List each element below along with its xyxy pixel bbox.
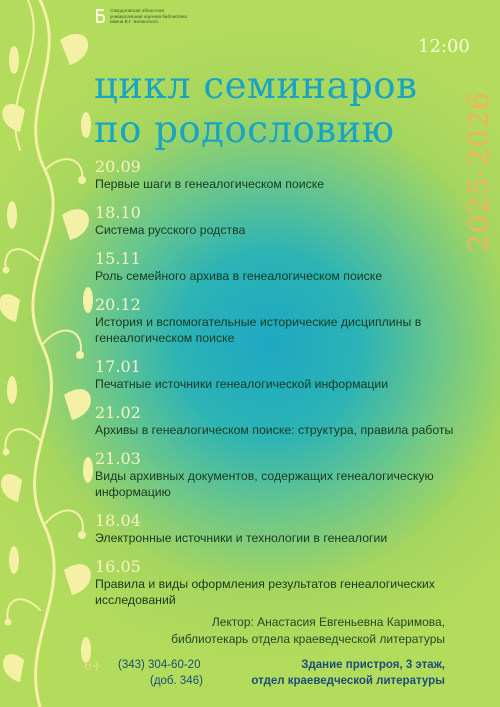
session-topic: Система русского родства xyxy=(95,223,246,237)
schedule-item xyxy=(95,296,455,346)
schedule-item xyxy=(95,512,455,546)
seminar-schedule xyxy=(95,158,455,620)
schedule-item xyxy=(95,204,455,238)
session-topic: Роль семейного архива в генеалогическом поиске xyxy=(95,269,383,283)
session-date: 21.03 xyxy=(95,449,141,468)
schedule-item xyxy=(95,158,455,192)
session-topic: Архивы в генеалогическом поиске: структура, правила работы xyxy=(95,423,454,437)
season-years: 2025-2026 xyxy=(462,91,495,252)
schedule-item xyxy=(95,450,455,500)
library-logo xyxy=(94,8,187,25)
venue-info xyxy=(240,657,445,689)
poster-title xyxy=(94,64,417,152)
venue-building: Здание пристроя, 3 этаж, xyxy=(301,659,445,671)
library-logo-icon xyxy=(94,8,106,24)
library-name-line: Свердловская областная xyxy=(110,8,164,13)
library-name-line: универсальная научная библиотека xyxy=(110,13,187,19)
poster-title-line: по родословию xyxy=(94,108,395,151)
session-topic: История и вспомогательные исторические дисциплины в генеалогическом поиске xyxy=(95,315,422,345)
session-date: 16.05 xyxy=(95,557,141,576)
session-topic: Правила и виды оформления результатов генеалогических исследований xyxy=(95,577,435,607)
phone-extension: (доб. 346) xyxy=(150,675,203,687)
session-topic: Печатные источники генеалогической информации xyxy=(95,377,389,391)
session-date: 21.02 xyxy=(95,403,141,422)
schedule-item xyxy=(95,358,455,392)
session-date: 18.04 xyxy=(95,511,141,530)
session-topic: Электронные источники и технологии в генеалогии xyxy=(95,531,388,545)
session-date: 18.10 xyxy=(95,203,141,222)
age-rating-badge: 6+ xyxy=(84,659,102,673)
venue-department: отдел краеведческой литературы xyxy=(251,675,445,687)
phone-number: (343) 304-60-20 xyxy=(118,659,201,671)
session-topic: Первые шаги в генеалогическом поиске xyxy=(95,177,325,191)
contact-phone xyxy=(118,657,203,689)
library-name xyxy=(110,8,187,25)
session-date: 20.12 xyxy=(95,295,141,314)
session-topic: Виды архивных документов, содержащих генеалогическую информацию xyxy=(95,469,434,499)
session-date: 17.01 xyxy=(95,357,141,376)
schedule-item xyxy=(95,404,455,438)
lecturer-position: библиотекарь отдела краеведческой литературы xyxy=(171,632,445,646)
library-name-line: имени В.Г. Белинского xyxy=(110,19,158,24)
poster-title-line: цикл семинаров xyxy=(94,64,418,107)
session-date: 15.11 xyxy=(95,249,141,268)
event-time: 12:00 xyxy=(418,36,470,57)
lecturer-info xyxy=(150,614,445,648)
lecturer-name: Лектор: Анастасия Евгеньевна Каримова, xyxy=(211,615,445,629)
schedule-item xyxy=(95,558,455,608)
session-date: 20.09 xyxy=(95,157,141,176)
schedule-item xyxy=(95,250,455,284)
